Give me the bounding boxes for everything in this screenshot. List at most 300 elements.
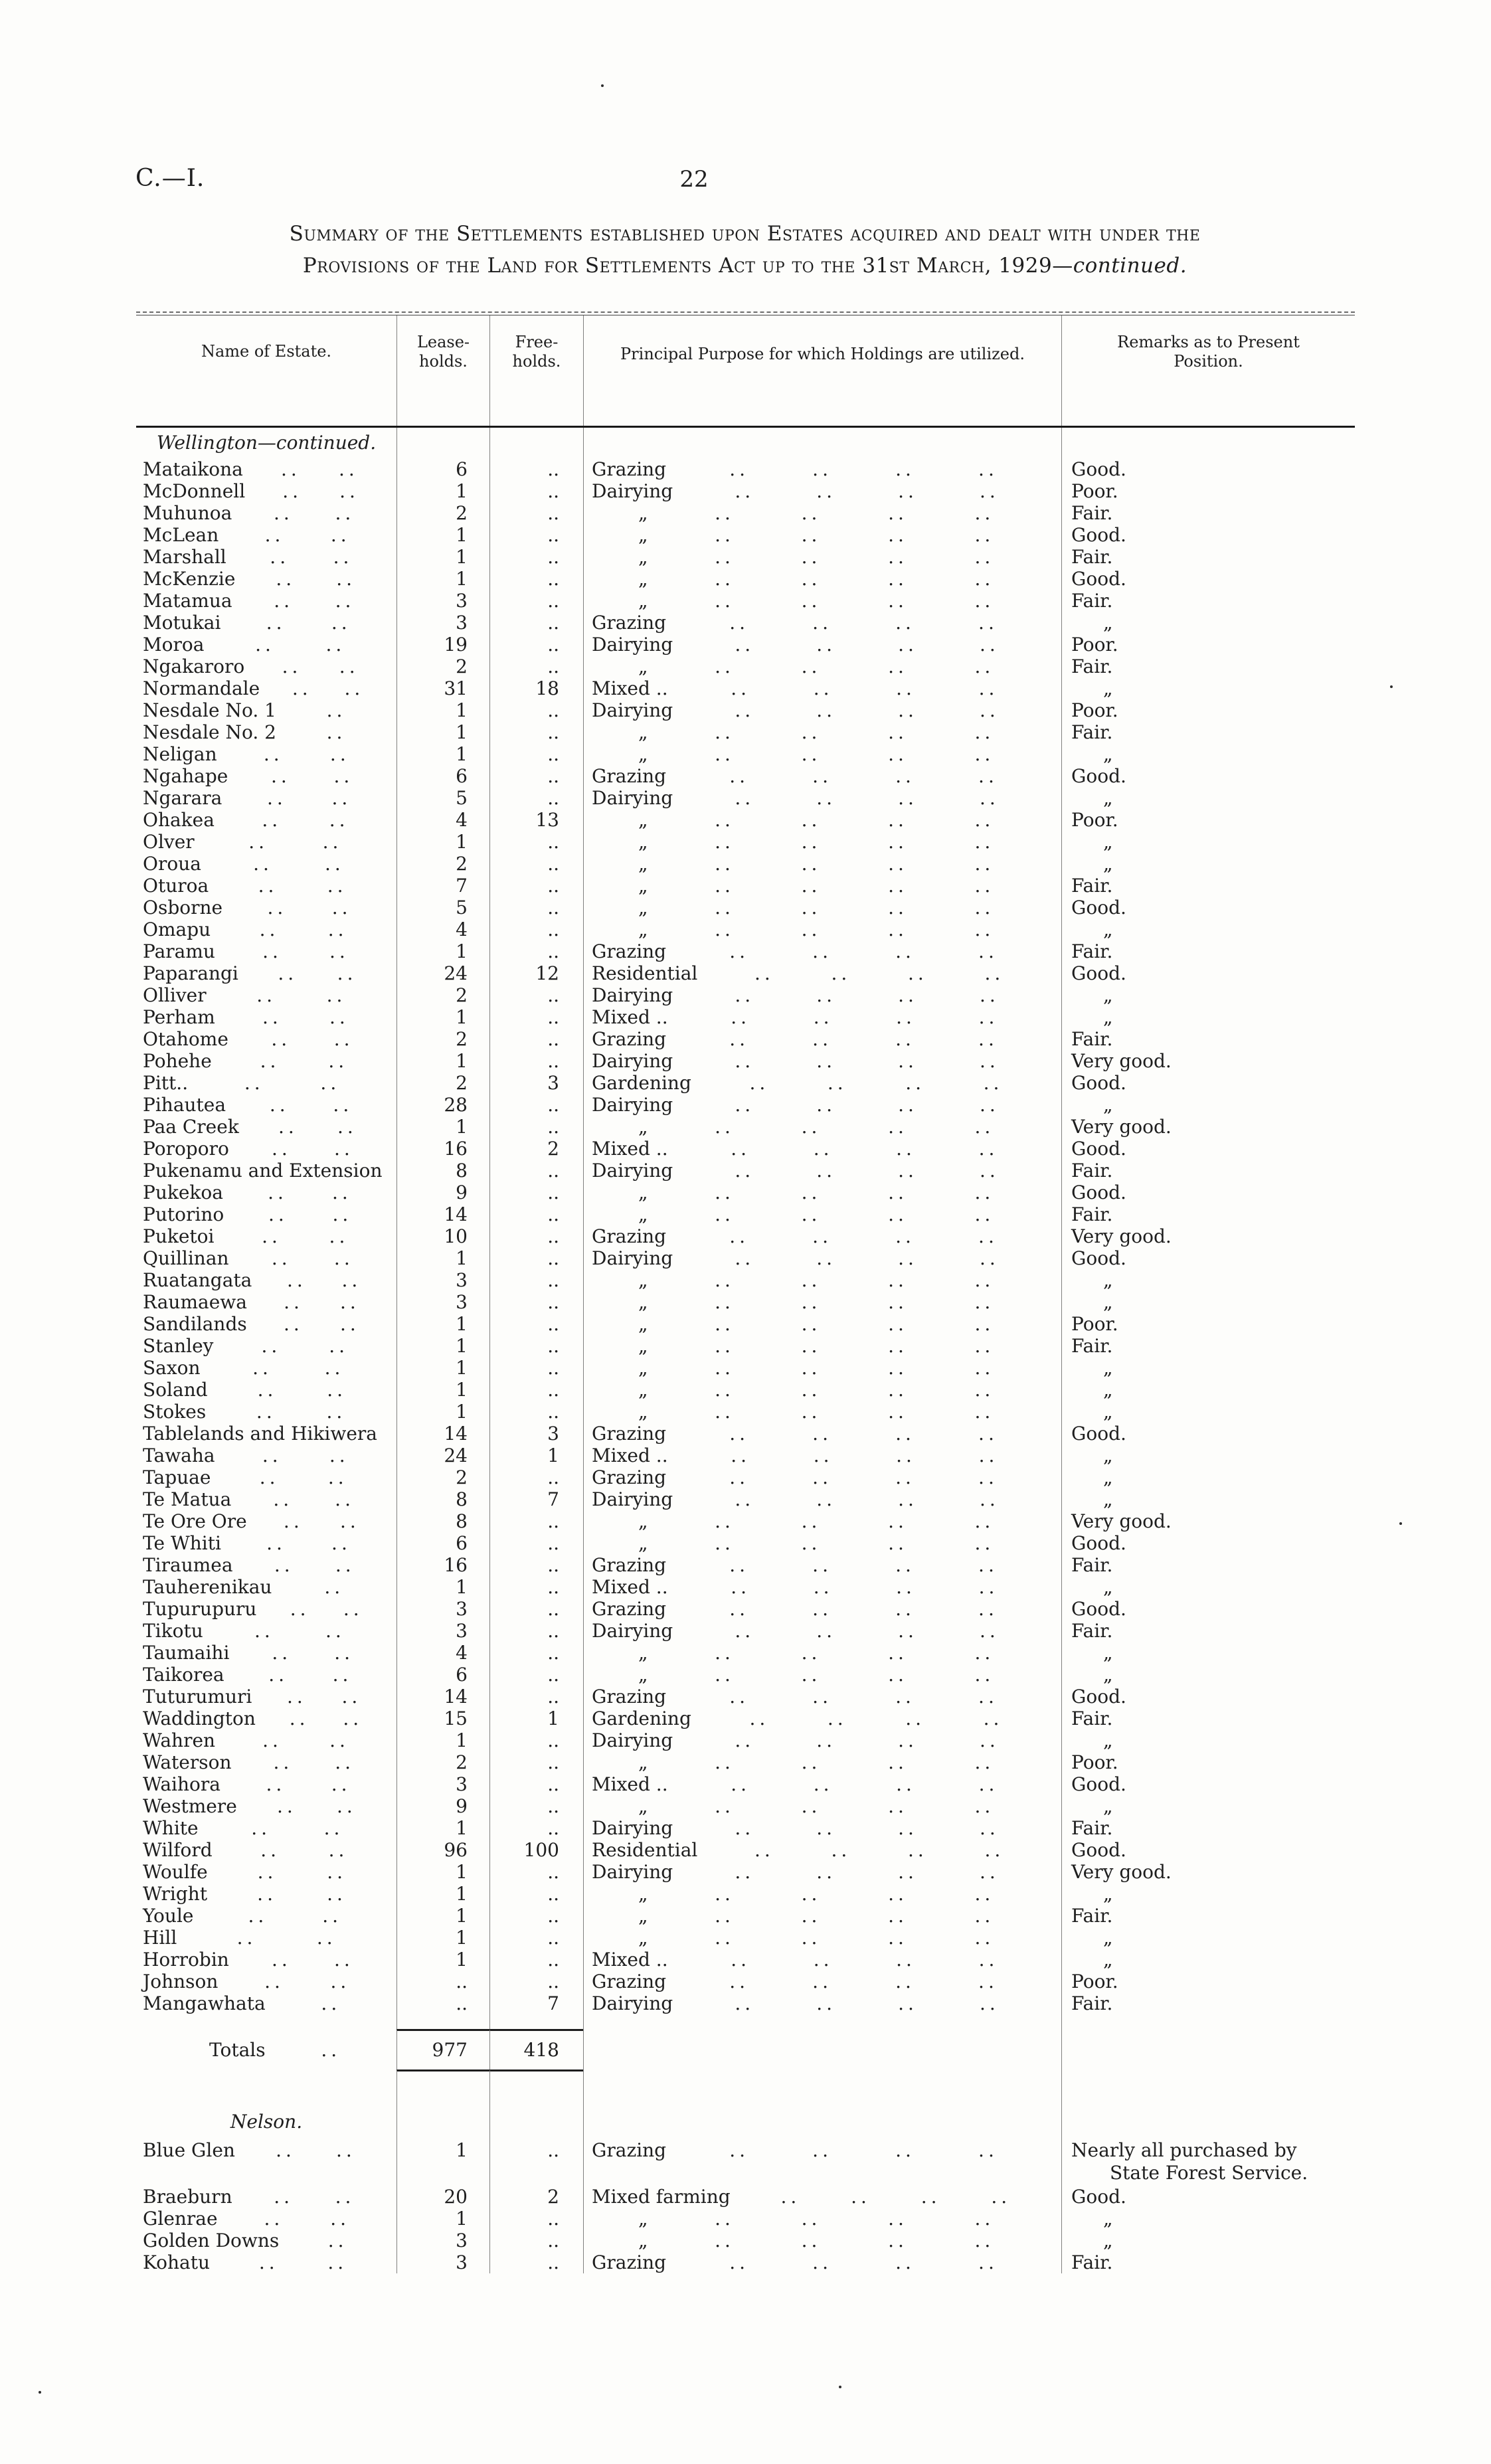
leaseholds-cell [396, 1751, 489, 1773]
purpose-value: „ [638, 1532, 648, 1554]
leaseholds-value: 6 [456, 1532, 468, 1554]
remarks-cell [1061, 1182, 1355, 1203]
leaseholds-value: 3 [456, 2251, 468, 2273]
freeholds-cell [489, 1269, 583, 1291]
purpose-dot-leaders [673, 634, 1061, 656]
leaseholds-value: 2 [456, 502, 468, 524]
dot-leader: .. [331, 787, 352, 809]
dot-leader: .. [276, 568, 296, 590]
freeholds-value: .. [547, 940, 559, 962]
leaseholds-cell [396, 1006, 489, 1028]
estate-name: Poroporo [143, 1138, 229, 1160]
leaseholds-cell [396, 1554, 489, 1576]
remarks-value: Fair. [1071, 721, 1113, 743]
leaseholds-cell [396, 1072, 489, 1094]
leaseholds-value: 1 [456, 1247, 468, 1269]
remarks-value: Good. [1071, 1532, 1126, 1554]
estate-name: Taumaihi [143, 1642, 230, 1664]
dot-leader: .. [268, 1182, 288, 1203]
remarks-cell [1061, 1138, 1355, 1160]
remarks-cell [1061, 1883, 1355, 1905]
leaseholds-cell [396, 1510, 489, 1532]
table-row [136, 1795, 1355, 1817]
page-number: 22 [679, 166, 709, 193]
dot-leader: .. [735, 1247, 755, 1269]
dot-leader: .. [335, 1488, 355, 1510]
freeholds-value: .. [547, 1664, 559, 1686]
dot-leader: .. [253, 853, 273, 875]
purpose-value: „ [638, 853, 648, 875]
dot-leader: .. [813, 1576, 833, 1598]
estate-name: Mangawhata [143, 1992, 266, 2014]
remarks-cell [1061, 831, 1355, 853]
name-dot-leaders [229, 1642, 396, 1664]
estate-name: Mataikona [143, 458, 243, 480]
purpose-cell [583, 962, 1061, 984]
leaseholds-cell [396, 1927, 489, 1949]
purpose-cell [583, 1203, 1061, 1225]
table-row [136, 1423, 1355, 1445]
purpose-dot-leaders [666, 1466, 1061, 1488]
leaseholds-cell [396, 590, 489, 612]
dot-leader: .. [715, 524, 735, 546]
remarks-value: Good. [1071, 1686, 1126, 1708]
remarks-cell [1061, 1269, 1355, 1291]
purpose-dot-leaders [666, 458, 1061, 480]
table-row [136, 853, 1355, 875]
purpose-dot-leaders [673, 1488, 1061, 1510]
purpose-cell [583, 568, 1061, 590]
freeholds-value: .. [547, 546, 559, 568]
freeholds-cell [489, 962, 583, 984]
purpose-cell [583, 940, 1061, 962]
leaseholds-value: 1 [456, 1576, 468, 1598]
dot-leader: .. [816, 1861, 837, 1883]
freeholds-value: .. [547, 699, 559, 721]
dot-leader: .. [729, 1554, 750, 1576]
leaseholds-cell [396, 1905, 489, 1927]
dot-leader: .. [735, 1861, 755, 1883]
freeholds-cell [489, 1247, 583, 1269]
table-row [136, 502, 1355, 524]
freeholds-cell [489, 2186, 583, 2208]
dot-leader: .. [338, 458, 359, 480]
dot-leader: .. [888, 1532, 908, 1554]
dot-leader: .. [729, 2251, 750, 2273]
dot-leader: .. [801, 1116, 822, 1138]
freeholds-cell [489, 1971, 583, 1992]
dot-leader: .. [321, 2039, 341, 2061]
name-dot-leaders [232, 590, 396, 612]
purpose-value: Dairying [592, 1817, 673, 1839]
leaseholds-value: 8 [456, 1488, 468, 1510]
remarks-cell [1061, 1094, 1355, 1116]
estate-name: Tapuae [143, 1466, 211, 1488]
table-row [136, 1160, 1355, 1182]
leaseholds-value: 1 [456, 940, 468, 962]
dot-leader: .. [715, 897, 735, 919]
dot-leader: .. [978, 1028, 998, 1050]
dot-leader: .. [974, 2208, 995, 2230]
dot-leader: .. [974, 1291, 995, 1313]
dot-leader: .. [974, 853, 995, 875]
table-row [136, 1445, 1355, 1466]
freeholds-value: .. [547, 1598, 559, 1620]
name-dot-leaders [215, 1006, 396, 1028]
dot-leader: .. [335, 1751, 355, 1773]
purpose-value: Grazing [592, 1028, 667, 1050]
dot-leader: .. [978, 765, 998, 787]
dot-leader: .. [271, 1028, 292, 1050]
dot-leader: .. [896, 1006, 916, 1028]
purpose-value: Grazing [592, 1598, 667, 1620]
estate-name: Pukekoa [143, 1182, 223, 1203]
estate-name-cell [136, 1927, 396, 1949]
leaseholds-cell [396, 831, 489, 853]
dot-leader: .. [327, 1466, 348, 1488]
dot-leader: .. [264, 1971, 284, 1992]
name-dot-leaders [212, 1050, 396, 1072]
name-dot-leaders [232, 2186, 396, 2208]
dot-leader: .. [270, 546, 290, 568]
purpose-cell [583, 1269, 1061, 1291]
dot-leader: .. [272, 1642, 292, 1664]
remarks-value: Fair. [1071, 1554, 1113, 1576]
dot-leader: .. [715, 743, 735, 765]
leaseholds-value: 3 [456, 2230, 468, 2251]
dot-leader: .. [257, 1883, 277, 1905]
purpose-value: „ [638, 546, 648, 568]
table-row [136, 1839, 1355, 1861]
remarks-cell [1061, 2208, 1355, 2230]
purpose-value: Dairying [592, 480, 673, 502]
dot-leader: .. [978, 1423, 998, 1445]
estate-name: Pihautea [143, 1094, 226, 1116]
purpose-value: Gardening [592, 1708, 691, 1729]
purpose-value: Mixed farming [592, 2186, 731, 2208]
dot-leader: .. [330, 524, 351, 546]
dot-leader: .. [273, 1751, 294, 1773]
purpose-dot-leaders [668, 1773, 1061, 1795]
purpose-cell [583, 1510, 1061, 1532]
table-row [136, 1817, 1355, 1839]
purpose-value: „ [638, 2208, 648, 2230]
remarks-cell [1061, 1861, 1355, 1883]
dot-leader: .. [332, 1182, 352, 1203]
purpose-value: Mixed .. [592, 1773, 668, 1795]
name-dot-leaders [219, 524, 396, 546]
estate-name-cell [136, 743, 396, 765]
estate-name-cell [136, 1488, 396, 1510]
table-row [136, 1751, 1355, 1773]
name-dot-leaders [217, 743, 396, 765]
dot-leader: .. [325, 1620, 345, 1642]
dot-leader: .. [816, 1729, 837, 1751]
purpose-dot-leaders [668, 1138, 1061, 1160]
name-dot-leaders [220, 612, 396, 634]
dot-leader: .. [898, 787, 918, 809]
estate-name: Otahome [143, 1028, 228, 1050]
remarks-value: Fair. [1071, 1028, 1113, 1050]
dot-leader: .. [801, 2230, 822, 2251]
estate-name: Neligan [143, 743, 217, 765]
dot-leader: .. [974, 1905, 995, 1927]
table-row [136, 2208, 1355, 2230]
table-row [136, 1773, 1355, 1795]
dot-leader: .. [888, 590, 908, 612]
dot-leader: .. [978, 1006, 999, 1028]
dot-leader: .. [332, 1203, 353, 1225]
dot-leader: .. [328, 1839, 349, 1861]
purpose-dot-leaders [673, 480, 1061, 502]
dot-leader: .. [974, 1927, 995, 1949]
estate-name-cell [136, 1620, 396, 1642]
dot-leader: .. [272, 1138, 292, 1160]
remarks-cell [1061, 1225, 1355, 1247]
remarks-cell [1061, 1905, 1355, 1927]
purpose-value: „ [638, 1203, 648, 1225]
leaseholds-cell [396, 984, 489, 1006]
purpose-cell [583, 458, 1061, 480]
dot-leader: .. [335, 502, 355, 524]
purpose-cell [583, 1423, 1061, 1445]
purpose-dot-leaders [673, 787, 1061, 809]
dot-leader: .. [801, 2208, 822, 2230]
remarks-cell [1061, 1554, 1355, 1576]
scan-speck [601, 84, 604, 87]
estate-name-cell [136, 656, 396, 677]
leaseholds-value: 20 [444, 2186, 468, 2208]
estate-name: Blue Glen [143, 2139, 235, 2161]
dot-leader: .. [715, 1795, 735, 1817]
dot-leader: .. [888, 1927, 908, 1949]
dot-leader: .. [271, 1247, 292, 1269]
dot-leader: .. [255, 634, 275, 656]
remarks-value: Good. [1071, 1072, 1126, 1094]
remarks-value: Very good. [1071, 1510, 1172, 1532]
remarks-cell [1061, 458, 1355, 480]
column-header-leaseholds: Lease-holds. [396, 315, 489, 426]
freeholds-value: 13 [535, 809, 559, 831]
name-dot-leaders [238, 962, 396, 984]
freeholds-value: .. [547, 897, 559, 919]
estate-name: Puketoi [143, 1225, 215, 1247]
purpose-dot-leaders [666, 1225, 1061, 1247]
remarks-cell [1061, 2186, 1355, 2208]
dot-leader: .. [749, 1708, 770, 1729]
purpose-cell [583, 1335, 1061, 1357]
remarks-value: Fair. [1071, 940, 1113, 962]
leaseholds-cell [396, 612, 489, 634]
leaseholds-cell [396, 897, 489, 919]
dot-leader: .. [801, 919, 822, 940]
estate-name-cell [136, 1094, 396, 1116]
remarks-value: „ [1103, 1291, 1113, 1313]
dot-leader: .. [816, 1620, 837, 1642]
dot-leader: .. [974, 1401, 995, 1423]
estate-name-cell [136, 984, 396, 1006]
dot-leader: .. [801, 1182, 822, 1203]
dot-leader: .. [333, 546, 353, 568]
dot-leader: .. [329, 1729, 349, 1751]
dot-leader: .. [895, 612, 915, 634]
remarks-cell [1061, 590, 1355, 612]
dot-leader: .. [978, 940, 998, 962]
purpose-value: Dairying [592, 1992, 673, 2014]
remarks-value: Very good. [1071, 1050, 1172, 1072]
dot-leader: .. [888, 1401, 908, 1423]
purpose-value: „ [638, 1116, 648, 1138]
freeholds-value: .. [547, 2139, 559, 2161]
remarks-value: Very good. [1071, 1861, 1172, 1883]
table-row [136, 1883, 1355, 1905]
table-row [136, 590, 1355, 612]
table-row [136, 1116, 1355, 1138]
purpose-dot-leaders [648, 1379, 1061, 1401]
estate-name-cell [136, 1313, 396, 1335]
estate-name: Glenrae [143, 2208, 218, 2230]
leaseholds-cell [396, 1050, 489, 1072]
leaseholds-cell [396, 1971, 489, 1992]
dot-leader: .. [715, 919, 735, 940]
dot-leader: .. [333, 1949, 354, 1971]
estate-name: Stokes [143, 1401, 207, 1423]
purpose-cell [583, 1050, 1061, 1072]
dot-leader: .. [729, 1028, 750, 1050]
freeholds-value: 2 [547, 2186, 559, 2208]
dot-leader: .. [729, 1225, 750, 1247]
estate-name: Tauherenikau [143, 1576, 272, 1598]
dot-leader: .. [715, 1905, 735, 1927]
purpose-cell [583, 1883, 1061, 1905]
dot-leader: .. [898, 634, 918, 656]
remarks-cell [1061, 1729, 1355, 1751]
dot-leader: .. [801, 1883, 822, 1905]
purpose-value: Grazing [592, 1466, 667, 1488]
freeholds-value: .. [547, 1357, 559, 1379]
estate-name-cell [136, 962, 396, 984]
estate-name-cell [136, 1116, 396, 1138]
remarks-cell [1061, 787, 1355, 809]
freeholds-cell [489, 1927, 583, 1949]
dot-leader: .. [251, 1817, 271, 1839]
dot-leader: .. [898, 480, 918, 502]
purpose-dot-leaders [666, 1423, 1061, 1445]
remarks-value: Fair. [1071, 1992, 1113, 2014]
purpose-value: „ [638, 1905, 648, 1927]
dot-leader: .. [895, 1466, 915, 1488]
dot-leader: .. [801, 1379, 822, 1401]
freeholds-cell [489, 1532, 583, 1554]
table-top-rule [136, 311, 1355, 313]
estate-name-cell [136, 502, 396, 524]
estate-name-cell [136, 1423, 396, 1445]
dot-leader: .. [715, 831, 735, 853]
remarks-cell [1061, 1203, 1355, 1225]
estate-name: Waddington [143, 1708, 256, 1729]
dot-leader: .. [895, 1686, 915, 1708]
dot-leader: .. [888, 1664, 908, 1686]
freeholds-value: .. [547, 1620, 559, 1642]
estate-name-cell [136, 480, 396, 502]
purpose-value: Dairying [592, 1729, 673, 1751]
dot-leader: .. [258, 2251, 279, 2273]
estate-name-cell [136, 1160, 396, 1182]
freeholds-cell [489, 1006, 583, 1028]
remarks-cell [1061, 1576, 1355, 1598]
leaseholds-value: 14 [444, 1423, 468, 1445]
estate-name: Sandilands [143, 1313, 247, 1335]
remarks-cell [1061, 1116, 1355, 1138]
dot-leader: .. [974, 1510, 995, 1532]
leaseholds-cell [396, 2186, 489, 2208]
purpose-cell [583, 1861, 1061, 1883]
name-dot-leaders [193, 1905, 396, 1927]
remarks-cell [1061, 919, 1355, 940]
dot-leader: .. [322, 831, 343, 853]
dot-leader: .. [320, 1072, 341, 1094]
purpose-dot-leaders [648, 1269, 1061, 1291]
freeholds-cell [489, 1116, 583, 1138]
remarks-cell [1061, 765, 1355, 787]
estate-name: Kohatu [143, 2251, 211, 2273]
dot-leader: .. [254, 1620, 274, 1642]
dot-leader: .. [269, 1094, 290, 1116]
freeholds-cell [489, 853, 583, 875]
freeholds-cell [489, 2251, 583, 2273]
dot-leader: .. [333, 1138, 354, 1160]
name-dot-leaders [382, 1160, 396, 1182]
estate-name-cell [136, 1576, 396, 1598]
leaseholds-cell [396, 1620, 489, 1642]
remarks-value: „ [1103, 743, 1113, 765]
freeholds-cell [489, 1949, 583, 1971]
estate-name: Olliver [143, 984, 207, 1006]
remarks-value: „ [1103, 2208, 1113, 2230]
purpose-dot-leaders [648, 568, 1061, 590]
leaseholds-value: 1 [456, 1861, 468, 1883]
name-dot-leaders [201, 853, 396, 875]
name-dot-leaders [279, 2230, 396, 2251]
dot-leader: .. [978, 677, 999, 699]
dot-leader: .. [336, 1795, 357, 1817]
remarks-cell [1061, 1992, 1355, 2014]
estate-name: Paa Creek [143, 1116, 239, 1138]
leaseholds-cell [396, 1642, 489, 1664]
remarks-cell [1061, 984, 1355, 1006]
dot-leader: .. [729, 940, 750, 962]
dot-leader: .. [831, 962, 851, 984]
leaseholds-cell [396, 1729, 489, 1751]
leaseholds-cell [396, 2251, 489, 2273]
totals-dot-leader [266, 2031, 396, 2069]
purpose-value: „ [638, 1357, 648, 1379]
table-row [136, 787, 1355, 809]
table-row [136, 656, 1355, 677]
name-dot-leaders [207, 984, 396, 1006]
freeholds-cell [489, 1401, 583, 1423]
estate-name: Marshall [143, 546, 226, 568]
name-dot-leaders [206, 1401, 396, 1423]
leaseholds-cell [396, 568, 489, 590]
leaseholds-value: 19 [444, 634, 468, 656]
purpose-dot-leaders [666, 612, 1061, 634]
freeholds-value: .. [547, 1861, 559, 1883]
remarks-value: Good. [1071, 524, 1126, 546]
table-row [136, 1357, 1355, 1379]
estate-name-cell [136, 1949, 396, 1971]
estate-name-cell [136, 677, 396, 699]
